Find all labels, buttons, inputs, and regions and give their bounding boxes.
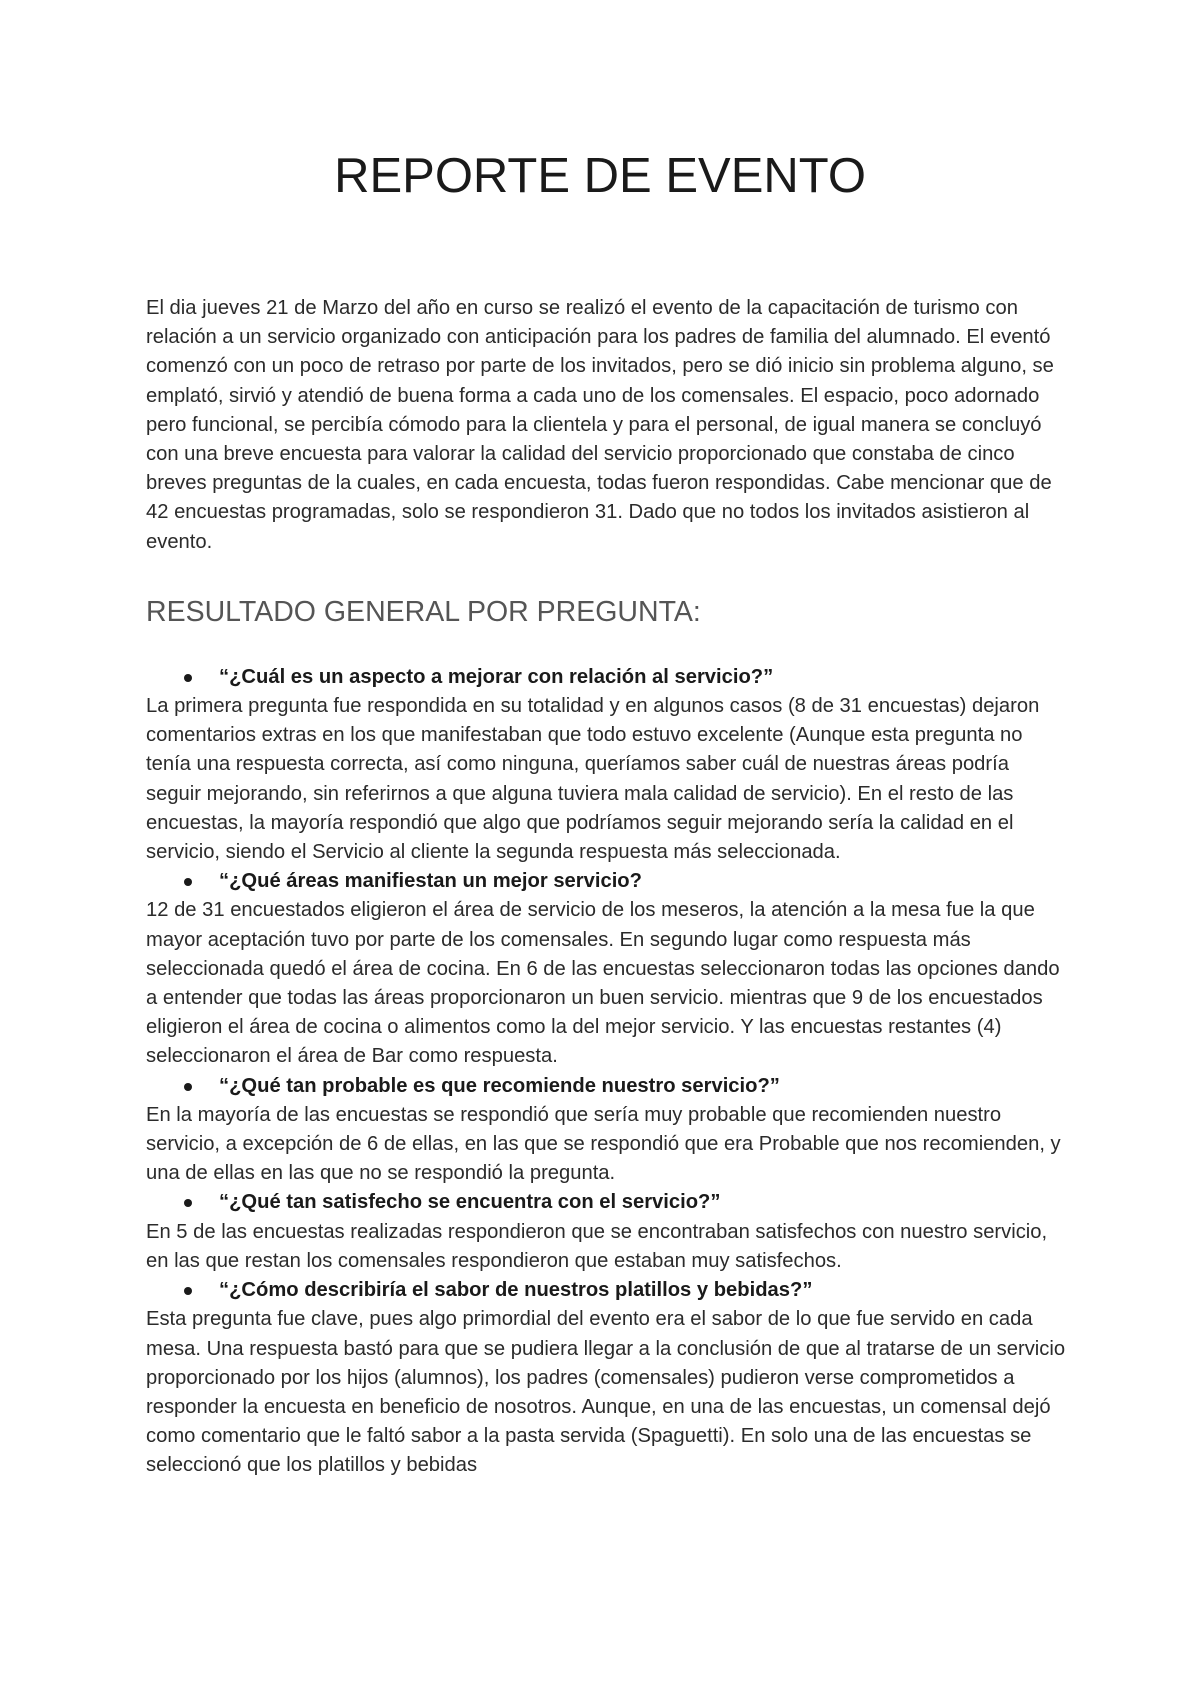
document-body bbox=[146, 294, 1066, 1481]
answer-paragraph: La primera pregunta fue respondida en su totalidad y en algunos casos (8 de 31 encuestas) dejaron comentarios extras en los que manifestaban que todo estuvo excelente (Aunque esta pregunta no tenía una respuesta correcta, así como ninguna, queríamos saber cuál de nuestras áreas podría seguir mejorando, sin referirnos a que alguna tuviera mala calidad de servicio). En el resto de las encuestas, la mayoría respondió que algo que podríamos seguir mejorando sería la calidad en el servicio, siendo el Servicio al cliente la segunda respuesta más seleccionada. bbox=[146, 695, 1040, 864]
question-item bbox=[146, 1072, 1066, 1189]
question-text: “¿Cómo describiría el sabor de nuestros platillos y bebidas?” bbox=[219, 1279, 813, 1302]
answer-paragraph: En 5 de las encuestas realizadas respondieron que se encontraban satisfechos con nuestro servicio, en las que restan los comensales respondieron que estaban muy satisfechos. bbox=[146, 1220, 1048, 1272]
bullet-icon bbox=[184, 878, 192, 886]
question-item bbox=[146, 1276, 1066, 1480]
section-heading: RESULTADO GENERAL POR PREGUNTA: bbox=[146, 595, 701, 628]
bullet-icon bbox=[184, 1199, 192, 1207]
question-item bbox=[146, 1188, 1066, 1276]
bullet-icon bbox=[184, 674, 192, 682]
question-text: “¿Qué tan satisfecho se encuentra con el servicio?” bbox=[219, 1191, 721, 1214]
question-heading bbox=[146, 663, 1066, 692]
question-heading bbox=[146, 867, 1066, 896]
answer-paragraph: En la mayoría de las encuestas se respondió que sería muy probable que recomienden nuestro servicio, a excepción de 6 de ellas, en las que se respondió que era Probable que nos recomienden, y una de ellas en las que no se respondió la pregunta. bbox=[146, 1103, 1061, 1185]
document-title: REPORTE DE EVENTO bbox=[334, 149, 866, 203]
bullet-icon bbox=[184, 1287, 192, 1295]
answer-paragraph: 12 de 31 encuestados eligieron el área de servicio de los meseros, la atención a la mesa fue la que mayor aceptación tuvo por parte de los comensales. En segundo lugar como respuesta más seleccionada quedó el área de cocina. En 6 de las encuestas seleccionaron todas las opciones dando a entender que todas las áreas proporcionaron un buen servicio. mientras que 9 de los encuestados eligieron el área de cocina o alimentos como la del mejor servicio. Y las encuestas restantes (4) seleccionaron el área de Bar como respuesta. bbox=[146, 899, 1060, 1068]
bullet-icon bbox=[184, 1083, 192, 1091]
question-item bbox=[146, 867, 1066, 1071]
question-item bbox=[146, 663, 1066, 867]
answer-paragraph: Esta pregunta fue clave, pues algo primordial del evento era el sabor de lo que fue servido en cada mesa. Una respuesta bastó para que se pudiera llegar a la conclusión de que al tratarse de un servicio proporcionado por los hijos (alumnos), los padres (comensales) pudieron verse comprometidos a responder la encuesta en beneficio de nosotros. Aunque, en una de las encuestas, un comensal dejó como comentario que le faltó sabor a la pasta servida (Spaguetti). En solo una de las encuestas se seleccionó que los platillos y bebidas bbox=[146, 1308, 1066, 1477]
question-heading bbox=[146, 1188, 1066, 1217]
question-text: “¿Qué tan probable es que recomiende nuestro servicio?” bbox=[219, 1074, 780, 1097]
question-text: “¿Qué áreas manifiestan un mejor servicio? bbox=[219, 870, 642, 893]
question-heading bbox=[146, 1072, 1066, 1101]
question-text: “¿Cuál es un aspecto a mejorar con relación al servicio?” bbox=[219, 665, 774, 688]
intro-paragraph: El dia jueves 21 de Marzo del año en curso se realizó el evento de la capacitación de turismo con relación a un servicio organizado con anticipación para los padres de familia del alumnado. El eventó comenzó con un poco de retraso por parte de los invitados, pero se dió inicio sin problema alguno, se emplató, sirvió y atendió de buena forma a cada uno de los comensales. El espacio, poco adornado pero funcional, se percibía cómodo para la clientela y para el personal, de igual manera se concluyó con una breve encuesta para valorar la calidad del servicio proporcionado que constaba de cinco breves preguntas de la cuales, en cada encuesta, todas fueron respondidas. Cabe mencionar que de 42 encuestas programadas, solo se respondieron 31. Dado que no todos los invitados asistieron al evento. bbox=[146, 297, 1054, 553]
question-list bbox=[146, 663, 1066, 1481]
question-heading bbox=[146, 1276, 1066, 1305]
